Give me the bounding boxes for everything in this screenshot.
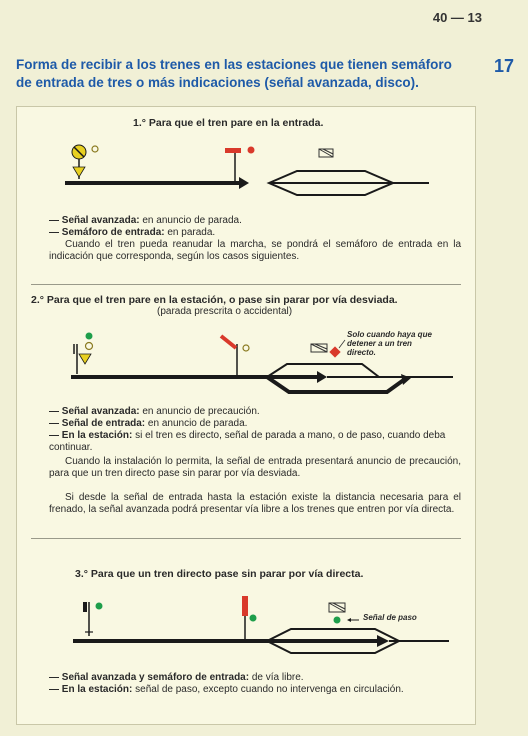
section-1-paragraph: Cuando el tren pueda reanudar la marcha, se pondrá el semáforo de entrada en la indicación que corresponda, según los casos siguientes. xyxy=(49,239,461,262)
page-number: 40 — 13 xyxy=(432,10,482,25)
section-2-title: 2.° Para que el tren pare en la estación, o pase sin parar por vía desviada. xyxy=(31,294,398,306)
section-2-item: — Señal de entrada: en anuncio de parada. xyxy=(49,418,248,429)
section-2-item: — En la estación: si el tren es directo, señal de parada a mano, o de paso, cuando deba continuar. xyxy=(49,430,446,453)
section-2-note: Solo cuando haya que detener a un tren directo. xyxy=(347,330,432,357)
section-1-item: — Señal avanzada: en anuncio de parada. xyxy=(49,215,242,226)
section-divider xyxy=(31,538,461,539)
hand-stop-signal-icon xyxy=(329,346,340,357)
section-1-item: — Semáforo de entrada: en parada. xyxy=(49,227,216,238)
distant-signal-icon xyxy=(83,602,103,636)
distant-signal-icon xyxy=(74,333,93,375)
section-2-paragraph: Si desde la señal de entrada hasta la estación existe la distancia necesaria para el frenado, la señal avanzada podrá presentar vía libre a los trenes que entren por vía directa. xyxy=(49,492,461,515)
section-3-item: — En la estación: señal de paso, excepto cuando no intervenga en circulación. xyxy=(49,684,404,695)
entry-semaphore-icon xyxy=(242,596,257,641)
page-heading: Forma de recibir a los trenes en las estaciones que tienen semáforo de entrada de tres o más indicaciones (señal avanzada, disco). xyxy=(16,57,452,90)
diverging-track xyxy=(267,377,405,392)
section-2 xyxy=(16,282,476,540)
section-2-item: — Señal avanzada: en anuncio de precaución. xyxy=(49,406,260,417)
section-2-paragraph: Cuando la instalación lo permita, la señal de entrada presentará anuncio de precaución, para que un tren directo pase sin parar por vía desviada. xyxy=(49,456,461,479)
section-3-title: 3.° Para que un tren directo pase sin parar por vía directa. xyxy=(75,568,364,580)
section-3-note: Señal de paso xyxy=(363,613,417,622)
entry-semaphore-icon xyxy=(221,336,249,377)
section-3-item: — Señal avanzada y semáforo de entrada: de vía libre. xyxy=(49,672,304,683)
section-1 xyxy=(16,106,476,283)
chapter-number: 17 xyxy=(493,56,514,76)
section-1-title: 1.° Para que el tren pare en la entrada. xyxy=(133,117,324,129)
section-2-subtitle: (parada prescrita o accidental) xyxy=(157,306,293,317)
section-3 xyxy=(16,540,476,725)
pass-signal-icon xyxy=(334,617,341,624)
direction-arrow xyxy=(239,177,249,189)
distant-signal-icon xyxy=(72,145,98,179)
section-3-diagram xyxy=(17,540,475,724)
